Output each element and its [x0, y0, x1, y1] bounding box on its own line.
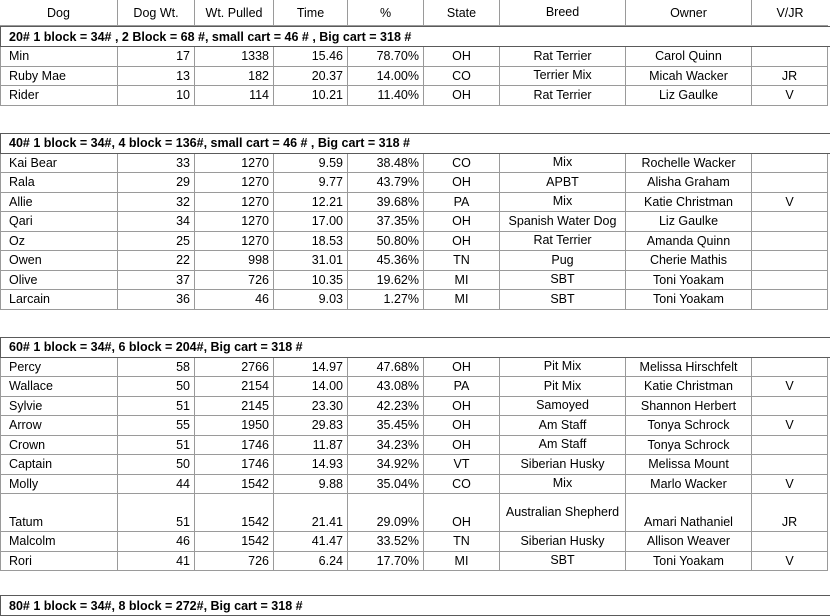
cell-weight-pulled: 998 [194, 251, 273, 271]
cell-state: OH [423, 436, 499, 456]
cell-dog-name: Molly [0, 475, 117, 495]
cell-breed: Rat Terrier [499, 232, 625, 252]
cell-percent: 33.52% [347, 532, 423, 552]
cell-dog-weight: 50 [117, 455, 194, 475]
cell-percent: 14.00% [347, 67, 423, 87]
table-row [0, 377, 830, 397]
cell-v-jr [751, 232, 828, 252]
cell-state: CO [423, 154, 499, 174]
cell-percent: 19.62% [347, 271, 423, 291]
section-title: 60# 1 block = 34#, 6 block = 204#, Big cart = 318 # [0, 337, 830, 358]
cell-percent: 78.70% [347, 47, 423, 67]
cell-state: OH [423, 86, 499, 106]
cell-v-jr: JR [751, 494, 828, 532]
cell-v-jr [751, 173, 828, 193]
cell-breed: Pug [499, 251, 625, 271]
cell-state: CO [423, 67, 499, 87]
table-row [0, 494, 830, 532]
cell-dog-weight: 58 [117, 358, 194, 378]
cell-owner: Katie Christman [625, 193, 751, 213]
table-row [0, 173, 830, 193]
cell-v-jr: V [751, 475, 828, 495]
cell-weight-pulled: 2766 [194, 358, 273, 378]
cell-dog-weight: 22 [117, 251, 194, 271]
cell-dog-name: Larcain [0, 290, 117, 310]
cell-breed: Spanish Water Dog [499, 212, 625, 232]
cell-time: 14.93 [273, 455, 347, 475]
cell-state: PA [423, 377, 499, 397]
cell-owner: Shannon Herbert [625, 397, 751, 417]
cell-breed: Rat Terrier [499, 47, 625, 67]
cell-dog-name: Min [0, 47, 117, 67]
cell-percent: 34.23% [347, 436, 423, 456]
section-title: 80# 1 block = 34#, 8 block = 272#, Big cart = 318 # [0, 595, 830, 616]
cell-dog-name: Olive [0, 271, 117, 291]
cell-state: OH [423, 47, 499, 67]
cell-state: MI [423, 552, 499, 572]
cell-time: 10.21 [273, 86, 347, 106]
table-row [0, 475, 830, 495]
cell-weight-pulled: 1746 [194, 455, 273, 475]
cell-dog-name: Allie [0, 193, 117, 213]
cell-time: 23.30 [273, 397, 347, 417]
cell-percent: 39.68% [347, 193, 423, 213]
cell-dog-weight: 37 [117, 271, 194, 291]
header-owner: Owner [625, 0, 751, 26]
cell-state: OH [423, 416, 499, 436]
cell-weight-pulled: 114 [194, 86, 273, 106]
cell-percent: 29.09% [347, 494, 423, 532]
cell-percent: 50.80% [347, 232, 423, 252]
cell-weight-pulled: 726 [194, 552, 273, 572]
cell-owner: Toni Yoakam [625, 552, 751, 572]
cell-state: TN [423, 251, 499, 271]
cell-owner: Toni Yoakam [625, 290, 751, 310]
cell-weight-pulled: 46 [194, 290, 273, 310]
cell-owner: Amanda Quinn [625, 232, 751, 252]
cell-breed: Siberian Husky [499, 455, 625, 475]
cell-v-jr [751, 47, 828, 67]
cell-owner: Liz Gaulke [625, 86, 751, 106]
cell-v-jr: V [751, 193, 828, 213]
cell-time: 15.46 [273, 47, 347, 67]
cell-dog-weight: 41 [117, 552, 194, 572]
cell-owner: Melissa Hirschfelt [625, 358, 751, 378]
section-title: 40# 1 block = 34#, 4 block = 136#, small cart = 46 # , Big cart = 318 # [0, 133, 830, 154]
cell-dog-weight: 44 [117, 475, 194, 495]
cell-v-jr [751, 154, 828, 174]
cell-time: 10.35 [273, 271, 347, 291]
header-v-jr: V/JR [751, 0, 828, 26]
cell-breed: Siberian Husky [499, 532, 625, 552]
cell-v-jr [751, 455, 828, 475]
cell-time: 41.47 [273, 532, 347, 552]
cell-weight-pulled: 1338 [194, 47, 273, 67]
cell-breed: Pit Mix [499, 358, 625, 378]
table-row [0, 358, 830, 378]
section-title: 20# 1 block = 34# , 2 Block = 68 #, small cart = 46 # , Big cart = 318 # [0, 26, 830, 47]
cell-dog-weight: 50 [117, 377, 194, 397]
cell-weight-pulled: 182 [194, 67, 273, 87]
cell-owner: Micah Wacker [625, 67, 751, 87]
cell-dog-weight: 51 [117, 436, 194, 456]
cell-owner: Toni Yoakam [625, 271, 751, 291]
cell-weight-pulled: 1270 [194, 212, 273, 232]
cell-percent: 17.70% [347, 552, 423, 572]
table-row [0, 552, 830, 572]
header-row [0, 0, 830, 26]
table-row [0, 436, 830, 456]
cell-weight-pulled: 1542 [194, 532, 273, 552]
cell-dog-name: Rider [0, 86, 117, 106]
cell-owner: Katie Christman [625, 377, 751, 397]
cell-weight-pulled: 1542 [194, 475, 273, 495]
cell-percent: 42.23% [347, 397, 423, 417]
cell-dog-name: Owen [0, 251, 117, 271]
cell-owner: Marlo Wacker [625, 475, 751, 495]
cell-state: TN [423, 532, 499, 552]
cell-time: 9.59 [273, 154, 347, 174]
cell-v-jr: V [751, 552, 828, 572]
cell-percent: 45.36% [347, 251, 423, 271]
table-row [0, 47, 830, 67]
cell-time: 14.97 [273, 358, 347, 378]
cell-owner: Alisha Graham [625, 173, 751, 193]
cell-v-jr: JR [751, 67, 828, 87]
cell-state: OH [423, 232, 499, 252]
header-percent: % [347, 0, 423, 26]
cell-v-jr [751, 436, 828, 456]
table-row [0, 67, 830, 87]
cell-dog-name: Arrow [0, 416, 117, 436]
cell-dog-name: Kai Bear [0, 154, 117, 174]
cell-dog-name: Ruby Mae [0, 67, 117, 87]
cell-dog-weight: 51 [117, 397, 194, 417]
cell-v-jr [751, 397, 828, 417]
cell-breed: Samoyed [499, 397, 625, 417]
cell-dog-weight: 32 [117, 193, 194, 213]
cell-owner: Liz Gaulke [625, 212, 751, 232]
cell-state: VT [423, 455, 499, 475]
cell-percent: 47.68% [347, 358, 423, 378]
section-spacer [0, 310, 830, 337]
cell-dog-name: Percy [0, 358, 117, 378]
cell-weight-pulled: 726 [194, 271, 273, 291]
cell-state: CO [423, 475, 499, 495]
table-row [0, 212, 830, 232]
cell-owner: Tonya Schrock [625, 416, 751, 436]
cell-v-jr: V [751, 86, 828, 106]
cell-weight-pulled: 2145 [194, 397, 273, 417]
table-row [0, 86, 830, 106]
cell-state: OH [423, 212, 499, 232]
cell-v-jr: V [751, 377, 828, 397]
cell-percent: 34.92% [347, 455, 423, 475]
cell-breed: SBT [499, 552, 625, 572]
table-row [0, 193, 830, 213]
cell-dog-name: Rori [0, 552, 117, 572]
cell-weight-pulled: 1542 [194, 494, 273, 532]
sections-container [0, 26, 830, 616]
cell-breed: Pit Mix [499, 377, 625, 397]
cell-dog-weight: 29 [117, 173, 194, 193]
cell-owner: Carol Quinn [625, 47, 751, 67]
cell-dog-weight: 25 [117, 232, 194, 252]
cell-time: 12.21 [273, 193, 347, 213]
cell-dog-weight: 17 [117, 47, 194, 67]
cell-owner: Allison Weaver [625, 532, 751, 552]
cell-time: 9.03 [273, 290, 347, 310]
table-row [0, 154, 830, 174]
cell-time: 6.24 [273, 552, 347, 572]
cell-state: OH [423, 397, 499, 417]
cell-dog-weight: 34 [117, 212, 194, 232]
cell-dog-weight: 51 [117, 494, 194, 532]
header-weight-pulled: Wt. Pulled [194, 0, 273, 26]
cell-v-jr [751, 271, 828, 291]
cell-dog-weight: 33 [117, 154, 194, 174]
cell-time: 21.41 [273, 494, 347, 532]
cell-owner: Rochelle Wacker [625, 154, 751, 174]
cell-breed: Australian Shepherd [499, 494, 625, 532]
table-row [0, 416, 830, 436]
cell-percent: 43.79% [347, 173, 423, 193]
section-spacer [0, 571, 830, 595]
cell-dog-name: Oz [0, 232, 117, 252]
cell-v-jr [751, 290, 828, 310]
cell-v-jr [751, 212, 828, 232]
cell-percent: 43.08% [347, 377, 423, 397]
cell-dog-weight: 46 [117, 532, 194, 552]
header-dog-weight: Dog Wt. [117, 0, 194, 26]
cell-dog-weight: 13 [117, 67, 194, 87]
cell-percent: 1.27% [347, 290, 423, 310]
cell-time: 18.53 [273, 232, 347, 252]
cell-state: OH [423, 358, 499, 378]
cell-breed: Am Staff [499, 436, 625, 456]
cell-owner: Cherie Mathis [625, 251, 751, 271]
cell-weight-pulled: 1270 [194, 154, 273, 174]
cell-dog-weight: 55 [117, 416, 194, 436]
cell-state: PA [423, 193, 499, 213]
cell-breed: Mix [499, 193, 625, 213]
cell-dog-name: Qari [0, 212, 117, 232]
cell-weight-pulled: 1270 [194, 232, 273, 252]
cell-v-jr [751, 532, 828, 552]
cell-owner: Tonya Schrock [625, 436, 751, 456]
section-spacer [0, 106, 830, 133]
cell-time: 20.37 [273, 67, 347, 87]
cell-breed: Mix [499, 475, 625, 495]
cell-weight-pulled: 1270 [194, 193, 273, 213]
cell-owner: Amari Nathaniel [625, 494, 751, 532]
cell-dog-weight: 10 [117, 86, 194, 106]
table-row [0, 290, 830, 310]
header-dog: Dog [0, 0, 117, 26]
cell-state: MI [423, 290, 499, 310]
cell-weight-pulled: 2154 [194, 377, 273, 397]
cell-state: MI [423, 271, 499, 291]
cell-owner: Melissa Mount [625, 455, 751, 475]
cell-state: OH [423, 494, 499, 532]
table-row [0, 251, 830, 271]
cell-dog-name: Crown [0, 436, 117, 456]
cell-dog-name: Sylvie [0, 397, 117, 417]
cell-dog-name: Malcolm [0, 532, 117, 552]
cell-dog-weight: 36 [117, 290, 194, 310]
table-row [0, 455, 830, 475]
cell-weight-pulled: 1950 [194, 416, 273, 436]
cell-dog-name: Captain [0, 455, 117, 475]
cell-dog-name: Tatum [0, 494, 117, 532]
header-time: Time [273, 0, 347, 26]
cell-percent: 35.04% [347, 475, 423, 495]
cell-breed: Mix [499, 154, 625, 174]
cell-time: 17.00 [273, 212, 347, 232]
cell-time: 11.87 [273, 436, 347, 456]
cell-breed: Terrier Mix [499, 67, 625, 87]
cell-time: 29.83 [273, 416, 347, 436]
cell-v-jr: V [751, 416, 828, 436]
cell-time: 14.00 [273, 377, 347, 397]
cell-weight-pulled: 1270 [194, 173, 273, 193]
cell-breed: SBT [499, 290, 625, 310]
cell-breed: SBT [499, 271, 625, 291]
cell-time: 31.01 [273, 251, 347, 271]
table-row [0, 232, 830, 252]
cell-time: 9.88 [273, 475, 347, 495]
header-state: State [423, 0, 499, 26]
cell-v-jr [751, 251, 828, 271]
cell-breed: APBT [499, 173, 625, 193]
cell-v-jr [751, 358, 828, 378]
cell-percent: 11.40% [347, 86, 423, 106]
cell-dog-name: Rala [0, 173, 117, 193]
table-row [0, 532, 830, 552]
cell-percent: 38.48% [347, 154, 423, 174]
cell-weight-pulled: 1746 [194, 436, 273, 456]
header-breed: Breed [499, 0, 625, 26]
table-row [0, 397, 830, 417]
cell-breed: Rat Terrier [499, 86, 625, 106]
cell-percent: 37.35% [347, 212, 423, 232]
cell-dog-name: Wallace [0, 377, 117, 397]
cell-state: OH [423, 173, 499, 193]
cell-breed: Am Staff [499, 416, 625, 436]
cell-time: 9.77 [273, 173, 347, 193]
table-row [0, 271, 830, 291]
cell-percent: 35.45% [347, 416, 423, 436]
